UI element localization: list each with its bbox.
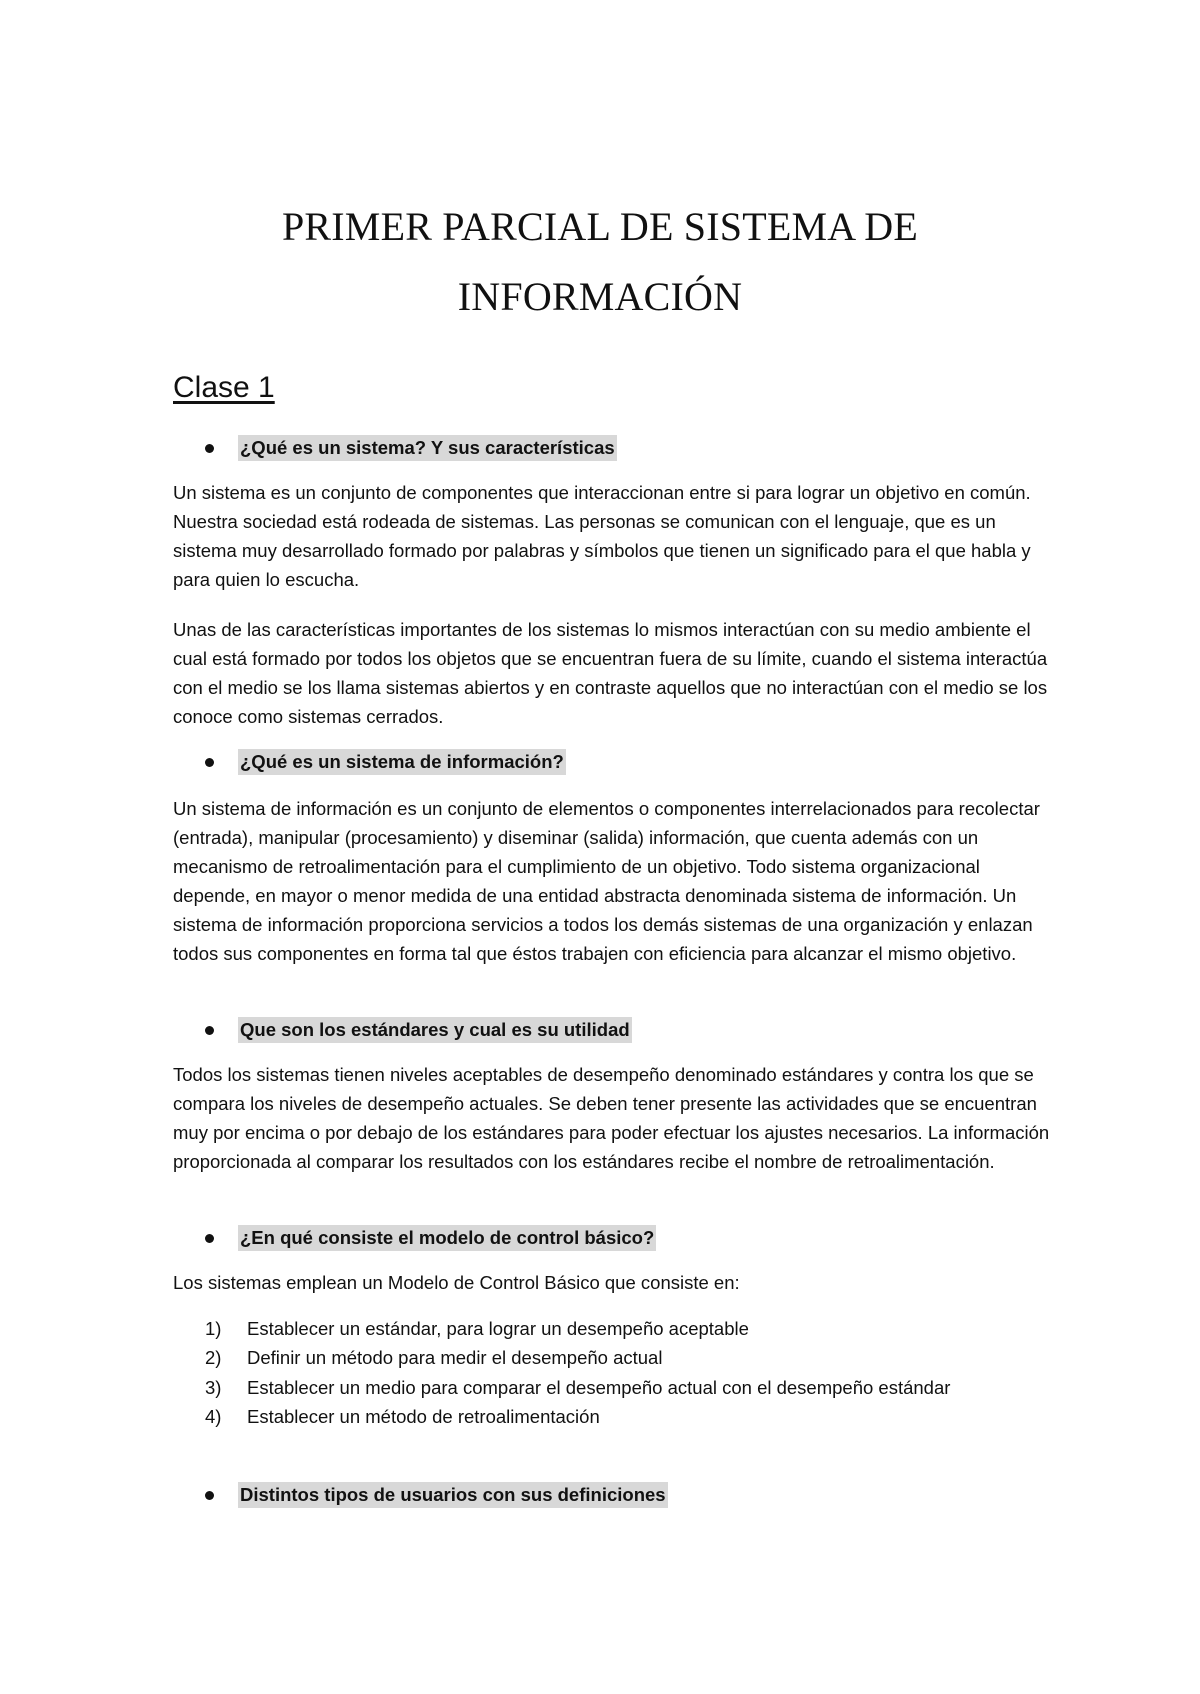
list-number: 3) <box>205 1376 222 1398</box>
question-item <box>205 1480 668 1510</box>
bullet-icon <box>205 758 214 767</box>
question-item <box>205 1015 632 1045</box>
document-title <box>120 192 1080 332</box>
paragraph <box>173 1060 1053 1176</box>
question-label: ¿Qué es un sistema de información? <box>238 749 566 775</box>
list-number: 2) <box>205 1347 222 1369</box>
list-text: Establecer un medio para comparar el desempeño actual con el desempeño estándar <box>247 1376 951 1398</box>
paragraph-text: Un sistema de información es un conjunto de elementos o componentes interrelacionados para recolectar (entrada), manipular (procesamiento) y diseminar (salida) información, que cuenta además con un mecanismo de retroalimentación para el cumplimiento de un objetivo. Todo sistema organizacional depende, en mayor o menor medida de una entidad abstracta denominada sistema de información. Un sistema de información proporciona servicios a todos los demás sistemas de una organización y enlazan todos sus componentes en forma tal que éstos trabajen con eficiencia para alcanzar el mismo objetivo. <box>173 798 1040 964</box>
list-item <box>205 1402 1065 1431</box>
list-item <box>205 1343 1065 1372</box>
list-item <box>205 1314 1065 1343</box>
question-label: ¿En qué consiste el modelo de control básico? <box>238 1225 656 1251</box>
paragraph <box>173 615 1053 731</box>
title-line-1: PRIMER PARCIAL DE SISTEMA DE <box>281 204 919 249</box>
numbered-list <box>205 1314 1065 1431</box>
list-text: Definir un método para medir el desempeño actual <box>247 1347 663 1369</box>
bullet-icon <box>205 444 214 453</box>
question-item <box>205 747 566 777</box>
list-text: Establecer un método de retroalimentación <box>247 1405 600 1427</box>
question-label: Distintos tipos de usuarios con sus definiciones <box>238 1482 668 1508</box>
paragraph-text: Un sistema es un conjunto de componentes que interaccionan entre si para lograr un objetivo en común. Nuestra sociedad está rodeada de sistemas. Las personas se comunican con el lenguaje, que es un sistema muy desarrollado formado por palabras y símbolos que tienen un significado para el que habla y para quien lo escucha. <box>173 482 1031 590</box>
bullet-icon <box>205 1234 214 1243</box>
paragraph-text: Los sistemas emplean un Modelo de Control Básico que consiste en: <box>173 1272 740 1293</box>
list-text: Establecer un estándar, para lograr un desempeño aceptable <box>247 1318 749 1339</box>
question-item <box>205 1223 656 1253</box>
bullet-icon <box>205 1491 214 1500</box>
paragraph-text: Todos los sistemas tienen niveles aceptables de desempeño denominado estándares y contra los que se compara los niveles de desempeño actuales. Se deben tener presente las actividades que se encuentran muy por encima o por debajo de los estándares para poder efectuar los ajustes necesarios. La información proporcionada al comparar los resultados con los estándares recibe el nombre de retroalimentación. <box>173 1064 1050 1172</box>
section-heading: Clase 1 <box>173 371 275 404</box>
list-item <box>205 1373 1065 1402</box>
paragraph-text: Unas de las características importantes de los sistemas lo mismos interactúan con su medio ambiente el cual está formado por todos los objetos que se encuentran fuera de su límite, cuando el sistema interactúa con el medio se los llama sistemas abiertos y en contraste aquellos que no interactúan con el medio se los conoce como sistemas cerrados. <box>173 619 1048 727</box>
list-number: 4) <box>205 1405 222 1427</box>
question-item <box>205 433 617 463</box>
bullet-icon <box>205 1026 214 1035</box>
title-line-2: INFORMACIÓN <box>457 274 743 319</box>
list-number: 1) <box>205 1318 222 1339</box>
paragraph <box>173 794 1053 968</box>
question-label: ¿Qué es un sistema? Y sus características <box>238 435 617 461</box>
question-label: Que son los estándares y cual es su utilidad <box>238 1017 632 1043</box>
paragraph <box>173 1268 1053 1297</box>
paragraph <box>173 478 1053 594</box>
